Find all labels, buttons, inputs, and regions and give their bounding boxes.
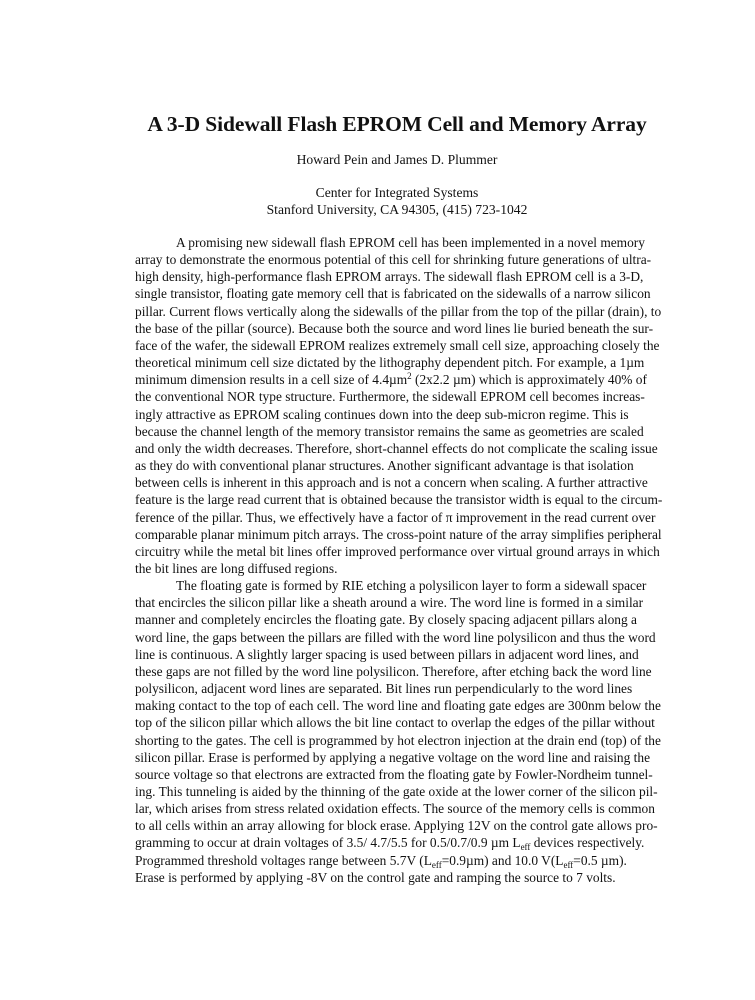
subscript: eff xyxy=(431,859,442,870)
text-line: word line, the gaps between the pillars are filled with the word line polysilicon and thus the word xyxy=(135,629,656,645)
text-line: line is continuous. A slightly larger spacing is used between pillars in adjacent word lines, and xyxy=(135,646,639,662)
affiliation xyxy=(0,184,755,218)
text-line: because the channel length of the memory transistor remains the same as geometries are scaled xyxy=(135,423,644,439)
affiliation-line: Stanford University, CA 94305, (415) 723-1042 xyxy=(266,202,528,217)
text-fragment: minimum dimension results in a cell size of 4.4µm xyxy=(135,372,408,388)
text-line: pillar. Current flows vertically along the sidewalls of the pillar from the top of the pillar (drain), to xyxy=(135,303,662,319)
affiliation-line: Center for Integrated Systems xyxy=(315,185,479,200)
text-line: lar, which arises from stress related oxidation effects. The source of the memory cells is common xyxy=(135,801,655,817)
abstract-body xyxy=(135,234,665,886)
text-line: the conventional NOR type structure. Furthermore, the sidewall EPROM cell becomes increas- xyxy=(135,389,645,405)
text-line: The floating gate is formed by RIE etching a polysilicon layer to form a sidewall spacer xyxy=(176,578,647,594)
text-line: shorting to the gates. The cell is programmed by hot electron injection at the drain end (top) of the xyxy=(135,732,661,748)
subscript: eff xyxy=(563,859,574,870)
text-line: face of the wafer, the sidewall EPROM realizes extremely small cell size, approaching closely the xyxy=(135,337,660,353)
text-line: top of the silicon pillar which allows the bit line contact to overlap the edges of the pillar without xyxy=(135,715,655,731)
text-fragment: gramming to occur at drain voltages of 3.5/ 4.7/5.5 for 0.5/0.7/0.9 µm L xyxy=(135,835,521,851)
text-line: A promising new sidewall flash EPROM cell has been implemented in a novel memory xyxy=(176,235,645,250)
text-line xyxy=(135,371,665,388)
authors: Howard Pein and James D. Plummer xyxy=(296,152,498,167)
text-fragment: Programmed threshold voltages range between 5.7V (L xyxy=(135,852,432,868)
text-line: polysilicon, adjacent word lines are separated. Bit lines run perpendicularly to the word lines xyxy=(135,681,633,697)
text-line: circuitry while the metal bit lines offer improved performance over virtual ground arrays in which xyxy=(135,543,660,559)
paper-title: A 3-D Sidewall Flash EPROM Cell and Memory Array xyxy=(147,112,647,136)
text-line: single transistor, floating gate memory cell that is fabricated on the sidewalls of a narrow silicon xyxy=(135,286,651,302)
text-fragment: =0.9µm) and 10.0 V(L xyxy=(441,852,564,868)
text-line: as they do with conventional planar structures. Another significant advantage is that isolation xyxy=(135,458,634,474)
text-line: ingly attractive as EPROM scaling continues down into the deep sub-micron regime. This is xyxy=(135,406,629,422)
text-fragment: devices respectively. xyxy=(530,835,645,851)
subscript: eff xyxy=(520,842,531,853)
text-line: to all cells within an array allowing for block erase. Applying 12V on the control gate allows pro- xyxy=(135,818,658,834)
text-line: between cells is inherent in this approach and is not a concern when scaling. A further attractive xyxy=(135,475,648,491)
text-line: Erase is performed by applying -8V on the control gate and ramping the source to 7 volts. xyxy=(135,869,616,885)
paragraph-1 xyxy=(135,234,665,577)
text-line: ing. This tunneling is aided by the thinning of the gate oxide at the lower corner of the silicon pil- xyxy=(135,784,658,799)
text-fragment: (2x2.2 µm) which is approximately 40% of xyxy=(411,372,647,388)
text-line: comparable planar minimum pitch arrays. The cross-point nature of the array simplifies peripheral xyxy=(135,526,662,542)
text-line: high density, high-performance flash EPROM arrays. The sidewall flash EPROM cell is a 3-D, xyxy=(135,269,644,285)
text-line: making contact to the top of each cell. The word line and floating gate edges are 300nm below the xyxy=(135,698,661,714)
text-line: and only the width decreases. Therefore, short-channel effects do not complicate the scaling issue xyxy=(135,440,658,456)
text-line: the base of the pillar (source). Because both the source and word lines lie buried beneath the sur- xyxy=(135,320,654,336)
text-line: feature is the large read current that is obtained because the transistor width is equal to the circum- xyxy=(135,492,663,508)
text-line xyxy=(135,852,665,869)
text-line: silicon pillar. Erase is performed by applying a negative voltage on the word line and raising the xyxy=(135,749,651,765)
text-line: source voltage so that electrons are extracted from the floating gate by Fowler-Nordheim tunnel- xyxy=(135,766,653,782)
text-line: the bit lines are long diffused regions. xyxy=(135,560,338,576)
text-fragment: =0.5 µm). xyxy=(573,852,627,868)
text-line: that encircles the silicon pillar like a sheath around a wire. The word line is formed in a similar xyxy=(135,595,644,611)
superscript: 2 xyxy=(407,371,412,382)
text-line: manner and completely encircles the floating gate. By closely spacing adjacent pillars along a xyxy=(135,612,637,628)
text-line: theoretical minimum cell size dictated by the lithography dependent pitch. For example, a 1µm xyxy=(135,355,645,371)
text-line: ference of the pillar. Thus, we effectively have a factor of π improvement in the read current over xyxy=(135,509,656,525)
text-line xyxy=(135,834,665,851)
paragraph-2 xyxy=(135,577,665,886)
text-line: these gaps are not filled by the word line polysilicon. Therefore, after etching back the word line xyxy=(135,663,652,679)
text-line: array to demonstrate the enormous potential of this cell for shrinking future generations of ultra- xyxy=(135,252,652,268)
